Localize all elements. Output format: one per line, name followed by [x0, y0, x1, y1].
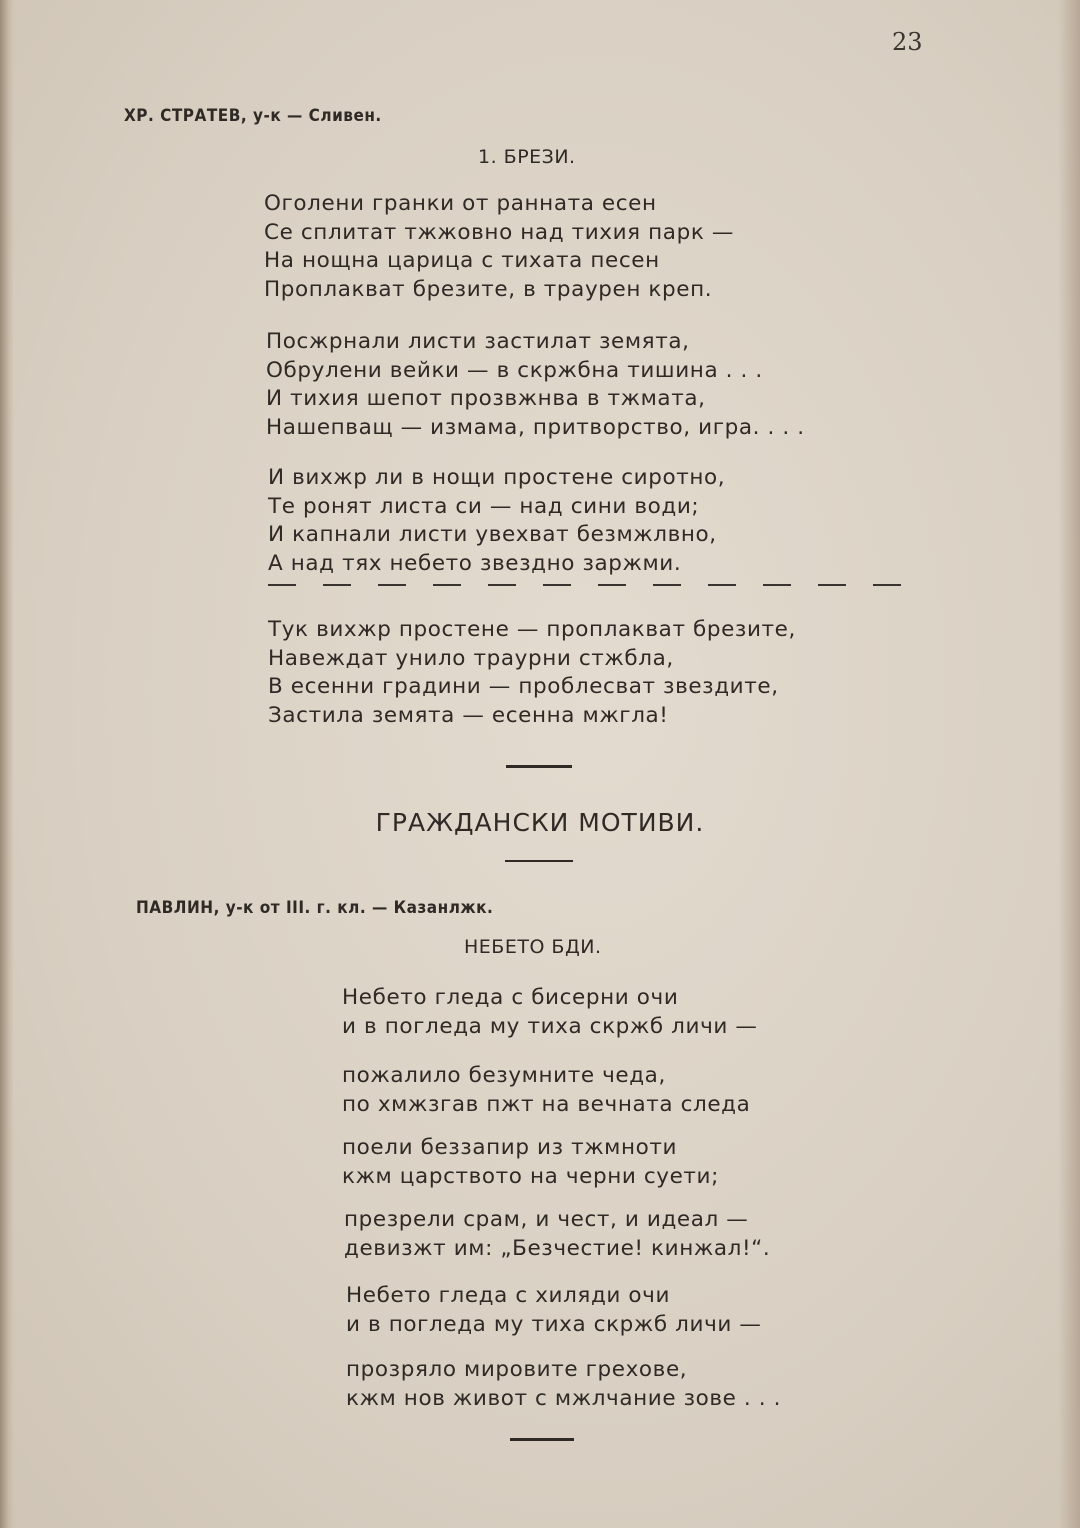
poem-line: прозряло мировите грехове,: [346, 1357, 688, 1382]
end-rule: [506, 765, 572, 768]
poem-line: Навеждат унило траурни стжбла,: [268, 645, 674, 671]
page-left-edge: [0, 0, 14, 1528]
poem1-title: 1. БРЕЗИ.: [478, 146, 576, 168]
poem-line: Посжрнали листи застилат земята,: [266, 329, 690, 354]
poem1-stanza-3: [268, 464, 725, 578]
poem2-author: ПАВЛИН, у-к от III. г. кл. — Казанлжк.: [136, 898, 494, 918]
poem1-author: ХР. СТРАТЕВ, у-к — Сливен.: [124, 106, 382, 126]
poem-line: Нашепващ — измама, притворство, игра. . . .: [266, 414, 805, 440]
poem-line: Проплакват брезите, в траурен креп.: [264, 276, 713, 302]
poem1-stanza-2: [266, 328, 805, 442]
poem2-title: НЕБЕТО БДИ.: [464, 936, 602, 958]
poem-line: поели беззапир из тжмноти: [342, 1135, 678, 1160]
page-right-edge: [1058, 0, 1080, 1528]
poem2-stanza-4: [344, 1206, 770, 1263]
dashed-separator: [268, 584, 904, 586]
poem2-stanza-5: [346, 1282, 762, 1339]
page-number: 23: [892, 28, 923, 56]
poem-line: Обрулени вейки — в скржбна тишина . . .: [266, 357, 763, 383]
poem-line: И вихжр ли в нощи простене сиротно,: [268, 465, 726, 490]
poem-line: и в погледа му тиха скржб личи —: [342, 1013, 758, 1039]
poem-line: Застила земята — есенна мжгла!: [268, 702, 669, 728]
poem-line: И тихия шепот прозвжнва в тжмата,: [266, 386, 706, 411]
section-rule: [505, 860, 573, 862]
end-rule: [510, 1438, 574, 1441]
poem-line: И капнали листи увехват безмжлвно,: [268, 522, 717, 547]
poem1-stanza-1: [264, 190, 734, 304]
poem-line: Те ронят листа си — над сини води;: [268, 493, 700, 519]
poem-line: В есенни градини — проблесват звездите,: [268, 674, 779, 699]
poem2-stanza-2: [342, 1062, 750, 1119]
poem-line: презрели срам, и чест, и идеал —: [344, 1207, 749, 1232]
poem1-stanza-4: [268, 616, 796, 730]
poem-line: А над тях небето звездно заржми.: [268, 550, 682, 576]
poem-line: по хмжзгав пжт на вечната следа: [342, 1091, 751, 1117]
poem-line: кжм нов живот с мжлчание зове . . .: [346, 1385, 782, 1411]
poem-line: Тук вихжр простене — проплакват брезите,: [268, 617, 796, 642]
poem2-stanza-6: [346, 1356, 781, 1413]
poem-line: На нощна царица с тихата песен: [264, 248, 660, 273]
section-title: ГРАЖДАНСКИ МОТИВИ.: [375, 808, 705, 837]
poem-line: Оголени гранки от ранната есен: [264, 191, 657, 216]
poem-line: девизжт им: „Безчестие! кинжал!“.: [344, 1235, 771, 1261]
poem-line: Небето гледа с хиляди очи: [346, 1283, 671, 1308]
poem-line: Небето гледа с бисерни очи: [342, 985, 679, 1010]
poem2-stanza-3: [342, 1134, 719, 1191]
poem-line: пожалило безумните чеда,: [342, 1063, 666, 1088]
poem2-stanza-1: [342, 984, 758, 1041]
poem-line: Се сплитат тжжовно над тихия парк —: [264, 219, 734, 245]
poem-line: кжм царството на черни суети;: [342, 1163, 719, 1189]
poem-line: и в погледа му тиха скржб личи —: [346, 1311, 762, 1337]
